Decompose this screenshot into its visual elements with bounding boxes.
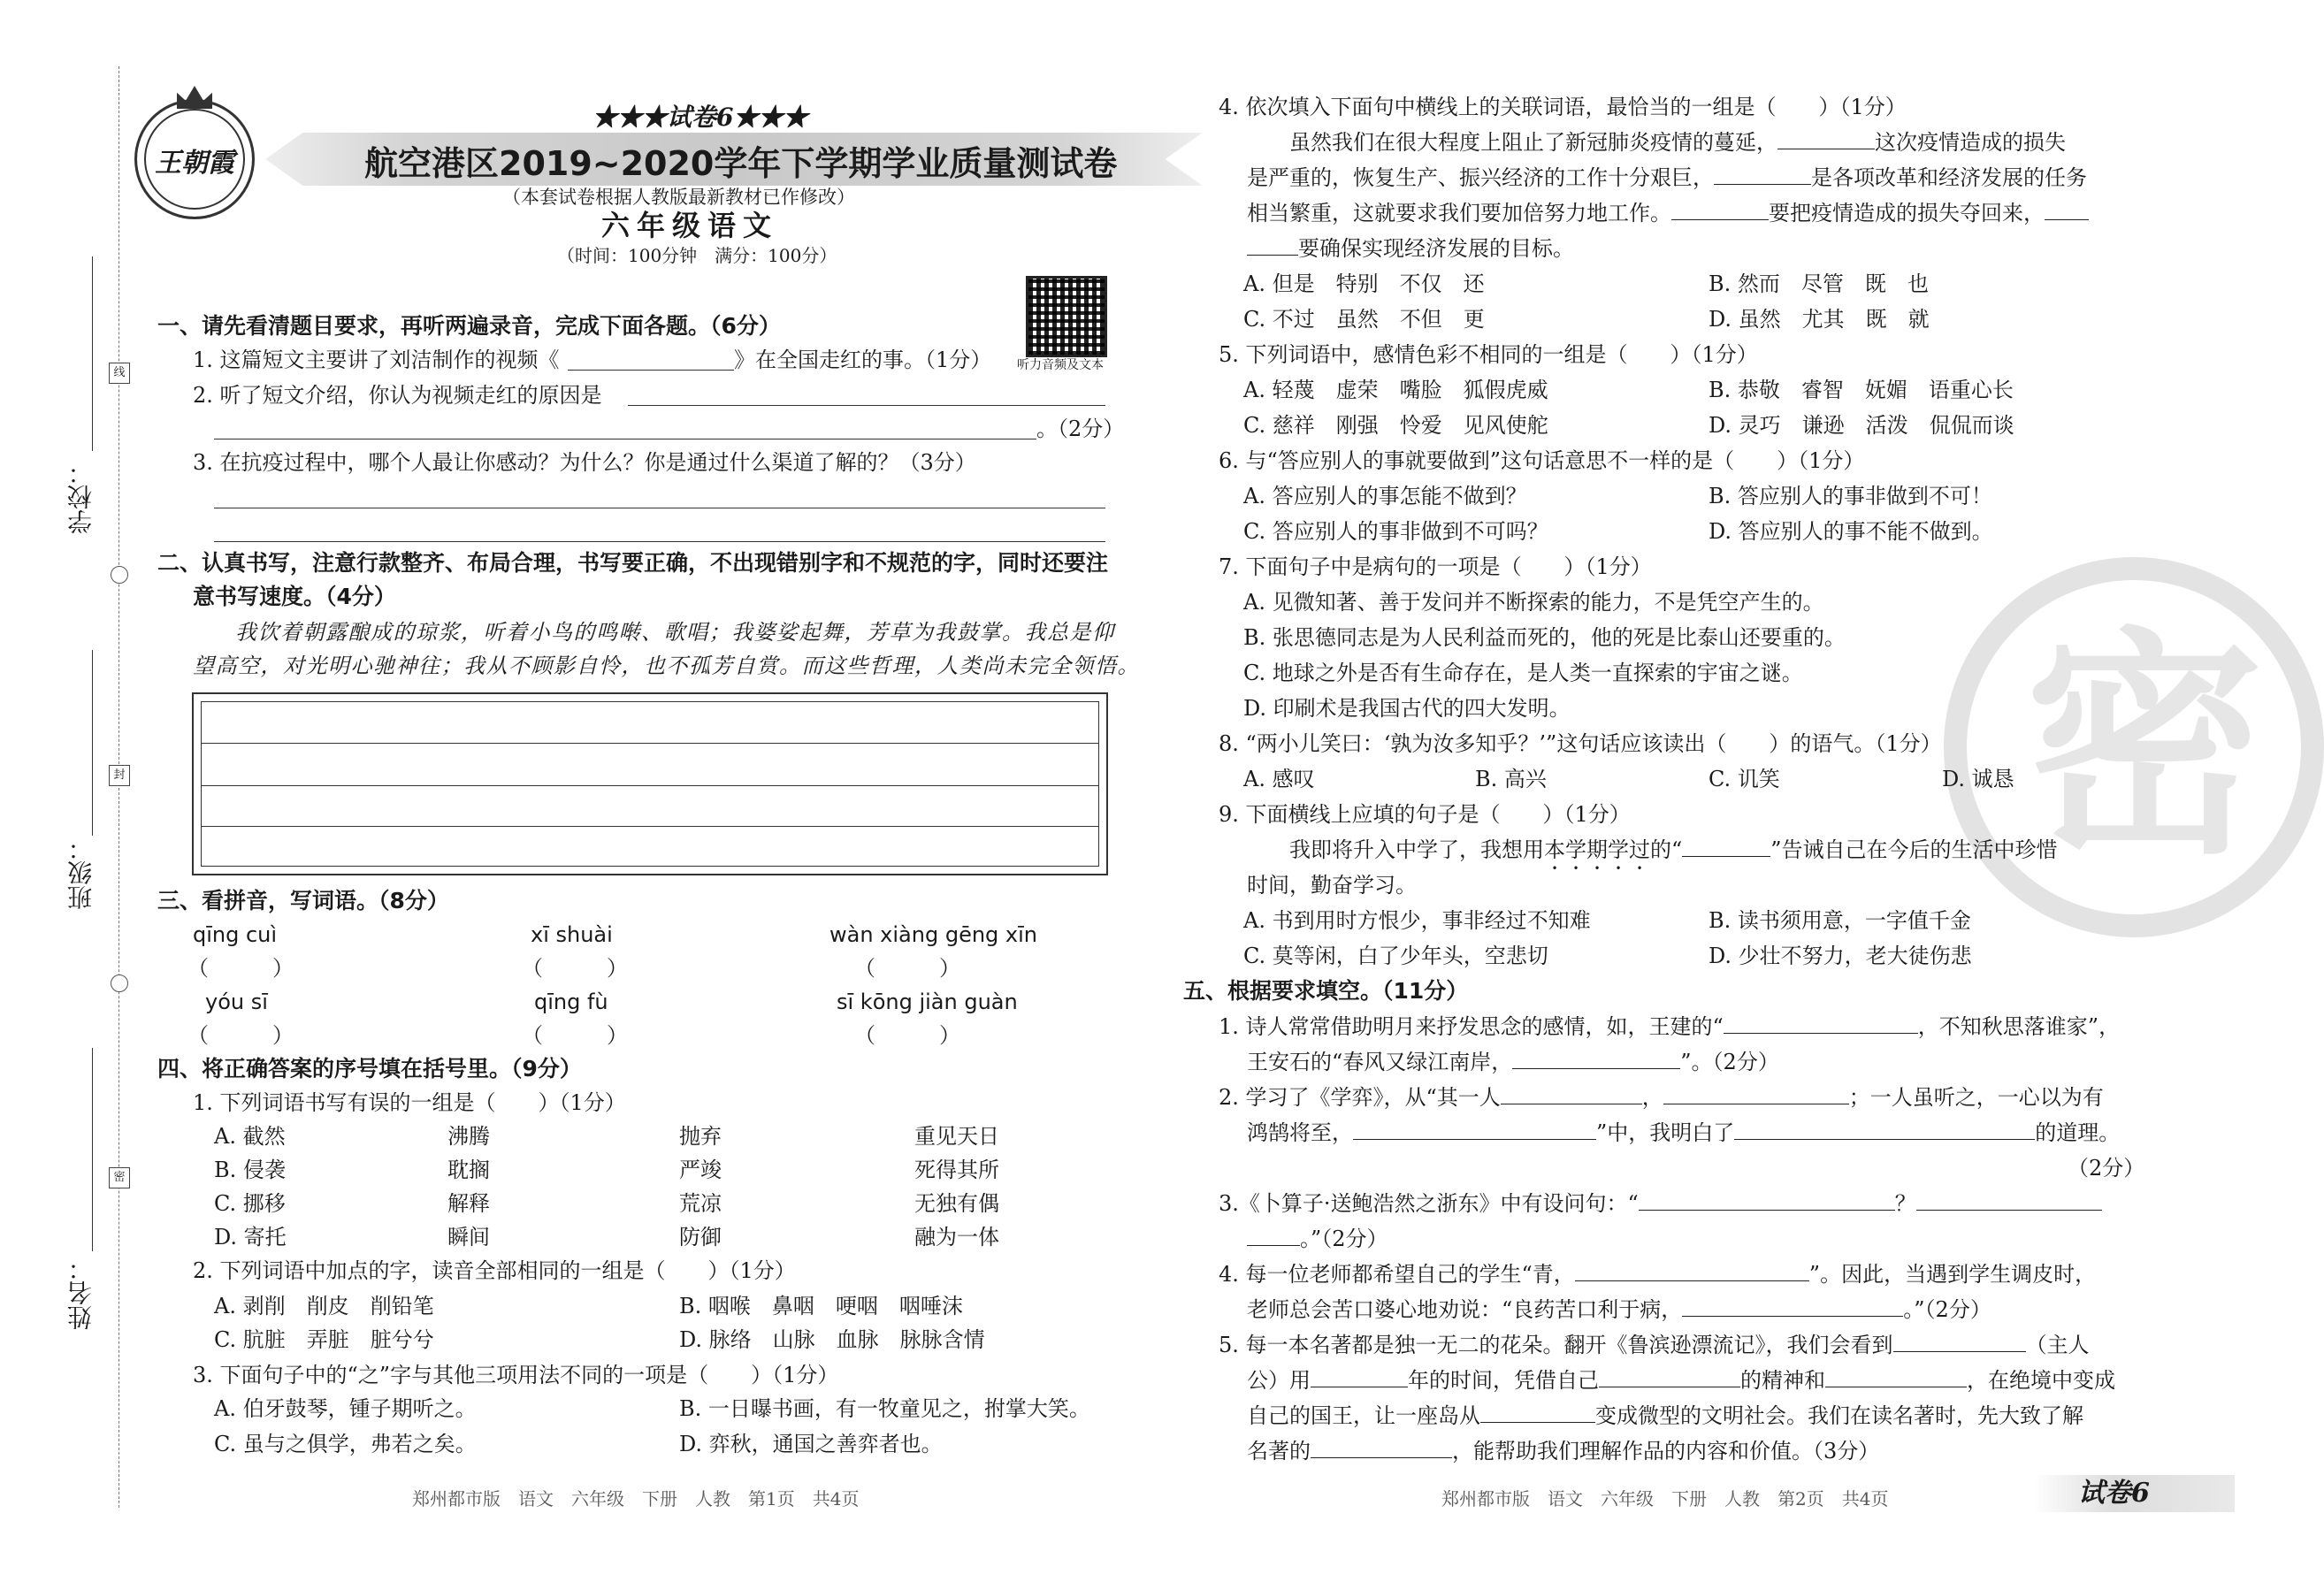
- q4-7-option-b: B. 张思德同志是为人民利益而死的，他的死是比泰山还要重的。: [1243, 625, 1846, 650]
- answer-paren-6[interactable]: （ ）: [854, 1023, 960, 1048]
- name-line: [92, 1048, 93, 1251]
- q4-9-text: 9. 下面横线上应填的句子是（ ）（1分）: [1219, 802, 1631, 827]
- crown-icon: [177, 86, 212, 109]
- q4-1-row-d-1: D. 寄托: [214, 1225, 287, 1250]
- q4-1-row-a-3: 抛弃: [679, 1124, 722, 1149]
- q4-4-para-3: 相当繁重，这就要求我们要加倍努力地工作。 要把疫情造成的损失夺回来，: [1247, 200, 2089, 226]
- footer-left: 郑州都市版 语文 六年级 下册 人教 第1页 共4页: [412, 1488, 860, 1509]
- q4-1-row-c-3: 荒凉: [679, 1191, 722, 1216]
- section-2-title: 二、认真书写，注意行款整齐、布局合理，书写要正确，不出现错别字和不规范的字，同时还要注: [157, 550, 1109, 576]
- q4-9-option-b: B. 读书须用意，一字值千金: [1709, 908, 1971, 933]
- q1-2-text: 2. 听了短文介绍，你认为视频走红的原因是: [193, 383, 602, 408]
- q1-1-blank[interactable]: [568, 370, 734, 371]
- answer-paren-5[interactable]: （ ）: [522, 1023, 628, 1048]
- q4-1-row-b-4: 死得其所: [914, 1158, 999, 1182]
- answer-paren-3[interactable]: （ ）: [854, 956, 960, 981]
- q4-4-option-d: D. 虽然 尤其 既 就: [1709, 307, 1930, 332]
- q4-6-option-c: C. 答应别人的事非做到不可吗？: [1243, 519, 1548, 544]
- q4-1-text: 1. 下列词语书写有误的一组是（ ）（1分）: [193, 1090, 626, 1115]
- q4-2-option-a: A. 剥削 削皮 削铅笔: [214, 1294, 434, 1318]
- class-label: 班级：: [66, 836, 96, 910]
- pinyin-3: wàn xiàng gēng xīn: [829, 922, 1037, 947]
- q4-1-row-d-4: 融为一体: [914, 1225, 999, 1250]
- q4-9-option-d: D. 少壮不努力，老大徒伤悲: [1709, 944, 1972, 968]
- q4-8-option-d: D. 诚恳: [1942, 767, 2014, 791]
- watermark-glyph: 密: [2025, 608, 2264, 886]
- q5-2-line-1: 2. 学习了《学弈》，从“其一人 ， ；一人虽听之，一心以为有: [1219, 1085, 2104, 1110]
- binding-hole-icon: [111, 566, 128, 584]
- q4-4-para-2: 是严重的，恢复生产、振兴经济的工作十分艰巨， 是各项改革和经济发展的任务: [1247, 165, 2087, 190]
- q4-4-text: 4. 依次填入下面句中横线上的关联词语，最恰当的一组是（ ）（1分）: [1219, 95, 1907, 119]
- q4-1-row-b-3: 严竣: [679, 1158, 722, 1182]
- q4-7-text: 7. 下面句子中是病句的一项是（ ）（1分）: [1219, 554, 1652, 579]
- paper-subtitle: （本套试卷根据人教版最新教材已作修改）: [502, 187, 855, 208]
- q4-4-para-4: 要确保实现经济发展的目标。: [1247, 235, 1574, 262]
- pinyin-5: qīng fù: [534, 990, 608, 1014]
- q4-1-row-d-3: 防御: [679, 1225, 722, 1250]
- q5-3-line-2: 。”（2分）: [1247, 1226, 1388, 1252]
- binding-hole-icon: [111, 974, 128, 992]
- section-4-title: 四、将正确答案的序号填在括号里。（9分）: [157, 1056, 582, 1081]
- q5-5-line-2: 公）用 年的时间，凭借自己 的精神和 ，在绝境中变成: [1247, 1368, 2115, 1393]
- q4-5-option-d: D. 灵巧 谦逊 活泼 侃侃而谈: [1709, 413, 2014, 438]
- q4-1-row-b-1: B. 侵袭: [214, 1158, 286, 1182]
- q4-5-option-a: A. 轻蔑 虚荣 嘴脸 狐假虎威: [1243, 378, 1548, 402]
- q4-3-option-b: B. 一日曝书画，有一牧童见之，拊掌大笑。: [679, 1396, 1090, 1421]
- copy-passage-2: 望高空，对光明心驰神往；我从不顾影自怜，也不孤芳自赏。而这些哲理，人类尚未完全领悟。: [193, 653, 1140, 678]
- writing-box[interactable]: [192, 692, 1108, 875]
- q1-3-answer-line[interactable]: [214, 541, 1105, 542]
- pinyin-2: xī shuài: [531, 922, 613, 947]
- q4-1-row-a-4: 重见天日: [914, 1124, 999, 1149]
- q4-5-option-c: C. 慈祥 刚强 怜爱 见风使舵: [1243, 413, 1548, 438]
- pinyin-4: yóu sī: [205, 990, 268, 1014]
- q4-1-row-a-1: A. 截然: [214, 1124, 286, 1149]
- q5-5-line-1: 5. 每一本名著都是独一无二的花朵。翻开《鲁滨逊漂流记》，我们会看到 （主人: [1219, 1333, 2090, 1357]
- class-line: [92, 650, 93, 836]
- footer-right: 郑州都市版 语文 六年级 下册 人教 第2页 共4页: [1441, 1488, 1889, 1509]
- q4-9-option-a: A. 书到用时方恨少，事非经过不知难: [1243, 908, 1591, 933]
- seal-mark-line: 线: [109, 363, 130, 384]
- q4-4-option-b: B. 然而 尽管 既 也: [1709, 271, 1929, 296]
- q5-1-line-2: 王安石的“春风又绿江南岸， ”。（2分）: [1247, 1050, 1779, 1074]
- qr-caption: 听力音频及文本: [1017, 358, 1104, 372]
- q4-1-row-d-2: 瞬间: [447, 1225, 490, 1250]
- answer-paren-1[interactable]: （ ）: [187, 956, 294, 981]
- q4-5-option-b: B. 恭敬 睿智 妩媚 语重心长: [1709, 378, 2014, 402]
- q4-8-option-b: B. 高兴: [1475, 767, 1547, 791]
- q1-3-text: 3. 在抗疫过程中，哪个人最让你感动？为什么？你是通过什么渠道了解的？（3分）: [193, 450, 976, 475]
- footer-badge: 试卷6: [2078, 1478, 2150, 1509]
- q4-4-option-c: C. 不过 虽然 不但 更: [1243, 307, 1485, 332]
- q4-2-option-c: C. 肮脏 弄脏 脏兮兮: [214, 1327, 434, 1352]
- answer-paren-2[interactable]: （ ）: [522, 956, 628, 981]
- copy-passage-1: 我饮着朝露酿成的琼浆，听着小鸟的鸣啭、歌唱；我婆娑起舞，芳草为我鼓掌。我总是仰: [235, 620, 1115, 645]
- q4-8-text: 8. “两小儿笑曰：‘孰为汝多知乎？’”这句话应该读出（ ）的语气。（1分）: [1219, 731, 1942, 756]
- q4-3-option-a: A. 伯牙鼓琴，锺子期听之。: [214, 1396, 477, 1421]
- section-5-title: 五、根据要求填空。（11分）: [1183, 978, 1469, 1004]
- q4-6-option-b: B. 答应别人的事非做到不可！: [1709, 484, 1992, 508]
- q4-9-option-c: C. 莫等闲，白了少年头，空悲切: [1243, 944, 1548, 968]
- q5-2-line-2: 鸿鹄将至， ”中，我明白了 的道理。: [1247, 1120, 2121, 1145]
- q4-9-para-1: 我即将升入中学了，我想用本学期学过的“ ”告诫自己在今后的生活中珍惜: [1289, 837, 2058, 862]
- q1-1-text-a: 1. 这篇短文主要讲了刘洁制作的视频《: [193, 348, 560, 372]
- q5-5-line-3: 自己的国王，让一座岛从 变成微型的文明社会。我们在读名著时，先大致了解: [1247, 1403, 2083, 1428]
- q4-2-option-d: D. 脉络 山脉 血脉 脉脉含情: [679, 1327, 985, 1352]
- q4-1-row-c-1: C. 挪移: [214, 1191, 286, 1216]
- q4-4-option-a: A. 但是 特别 不仅 还: [1243, 271, 1485, 296]
- q4-6-option-a: A. 答应别人的事怎能不做到？: [1243, 484, 1527, 508]
- binding-line: [118, 66, 120, 1508]
- q4-3-option-d: D. 弈秋，通国之善弈者也。: [679, 1432, 943, 1456]
- q4-6-text: 6. 与“答应别人的事就要做到”这句话意思不一样的是（ ）（1分）: [1219, 448, 1865, 473]
- q1-1-text-b: 》在全国走红的事。（1分）: [734, 348, 992, 372]
- section-1-title: 一、请先看清题目要求，再听两遍录音，完成下面各题。（6分）: [157, 313, 781, 339]
- q4-9-para-2: 时间，勤奋学习。: [1247, 873, 1417, 898]
- q5-3-line-1: 3.《卜算子·送鲍浩然之浙东》中有设问句：“ ？: [1219, 1190, 2102, 1217]
- school-line: [92, 256, 93, 451]
- q4-7-option-d: D. 印刷术是我国古代的四大发明。: [1243, 696, 1571, 721]
- pinyin-1: qīng cuì: [193, 922, 278, 947]
- q4-4-para-1: 虽然我们在很大程度上阻止了新冠肺炎疫情的蔓延， 这次疫情造成的损失: [1289, 130, 2066, 155]
- q1-2-score: 。（2分）: [1036, 417, 1125, 441]
- logo-text: 王朝霞: [155, 148, 234, 179]
- section-2-title-2: 意书写速度。（4分）: [193, 584, 396, 609]
- q4-2-option-b: B. 咽喉 鼻咽 哽咽 咽唾沫: [679, 1294, 963, 1318]
- q4-8-option-a: A. 感叹: [1243, 767, 1315, 791]
- q4-1-row-c-4: 无独有偶: [914, 1191, 999, 1216]
- q4-6-option-d: D. 答应别人的事不能不做到。: [1709, 519, 1993, 544]
- q4-7-option-c: C. 地球之外是否有生命存在，是人类一直探索的宇宙之谜。: [1243, 661, 1803, 685]
- school-label: 学校：: [66, 460, 96, 534]
- grade-subject: 六年级语文: [601, 209, 779, 242]
- q4-1-row-b-2: 耽搁: [447, 1158, 490, 1182]
- answer-paren-4[interactable]: （ ）: [187, 1023, 294, 1048]
- seal-mark-seal: 封: [109, 765, 130, 786]
- q5-1-line-1: 1. 诗人常常借助明月来抒发思念的感情，如，王建的“ ，不知秋思落谁家”，: [1219, 1014, 2121, 1039]
- q4-5-text: 5. 下列词语中，感情色彩不相同的一组是（ ）（1分）: [1219, 342, 1758, 367]
- paper-badge: ★★★试卷6★★★: [592, 103, 808, 132]
- q4-7-option-a: A. 见微知著、善于发问并不断探索的能力，不是凭空产生的。: [1243, 590, 1824, 615]
- logo: [134, 99, 255, 219]
- paper-title: 航空港区2019~2020学年下学期学业质量测试卷: [364, 144, 1118, 183]
- seal-mark-secret: 密: [109, 1167, 130, 1188]
- q5-4-line-1: 4. 每一位老师都希望自己的学生“青， ”。因此，当遇到学生调皮时，: [1219, 1262, 2097, 1287]
- q5-4-line-2: 老师总会苦口婆心地劝说：“良药苦口利于病， 。”（2分）: [1247, 1297, 1991, 1322]
- q4-3-option-c: C. 虽与之俱学，弗若之矣。: [214, 1432, 477, 1456]
- name-label: 姓名：: [66, 1256, 96, 1330]
- q4-1-row-c-2: 解释: [447, 1191, 490, 1216]
- qr-code-icon: [1026, 276, 1107, 357]
- q5-2-score: （2分）: [2068, 1156, 2145, 1181]
- section-3-title: 三、看拼音，写词语。（8分）: [157, 888, 449, 913]
- q4-3-text: 3. 下面句子中的“之”字与其他三项用法不同的一项是（ ）（1分）: [193, 1363, 839, 1387]
- pinyin-6: sī kōng jiàn guàn: [837, 990, 1018, 1014]
- exam-time: （时间：100分钟 满分：100分）: [557, 245, 837, 266]
- q4-2-text: 2. 下列词语中加点的字，读音全部相同的一组是（ ）（1分）: [193, 1258, 796, 1283]
- q1-2-blank[interactable]: [628, 405, 1105, 406]
- q5-5-line-4: 名著的 ，能帮助我们理解作品的内容和价值。（3分）: [1247, 1439, 1880, 1464]
- q4-1-row-a-2: 沸腾: [447, 1124, 490, 1149]
- q4-8-option-c: C. 讥笑: [1709, 767, 1780, 791]
